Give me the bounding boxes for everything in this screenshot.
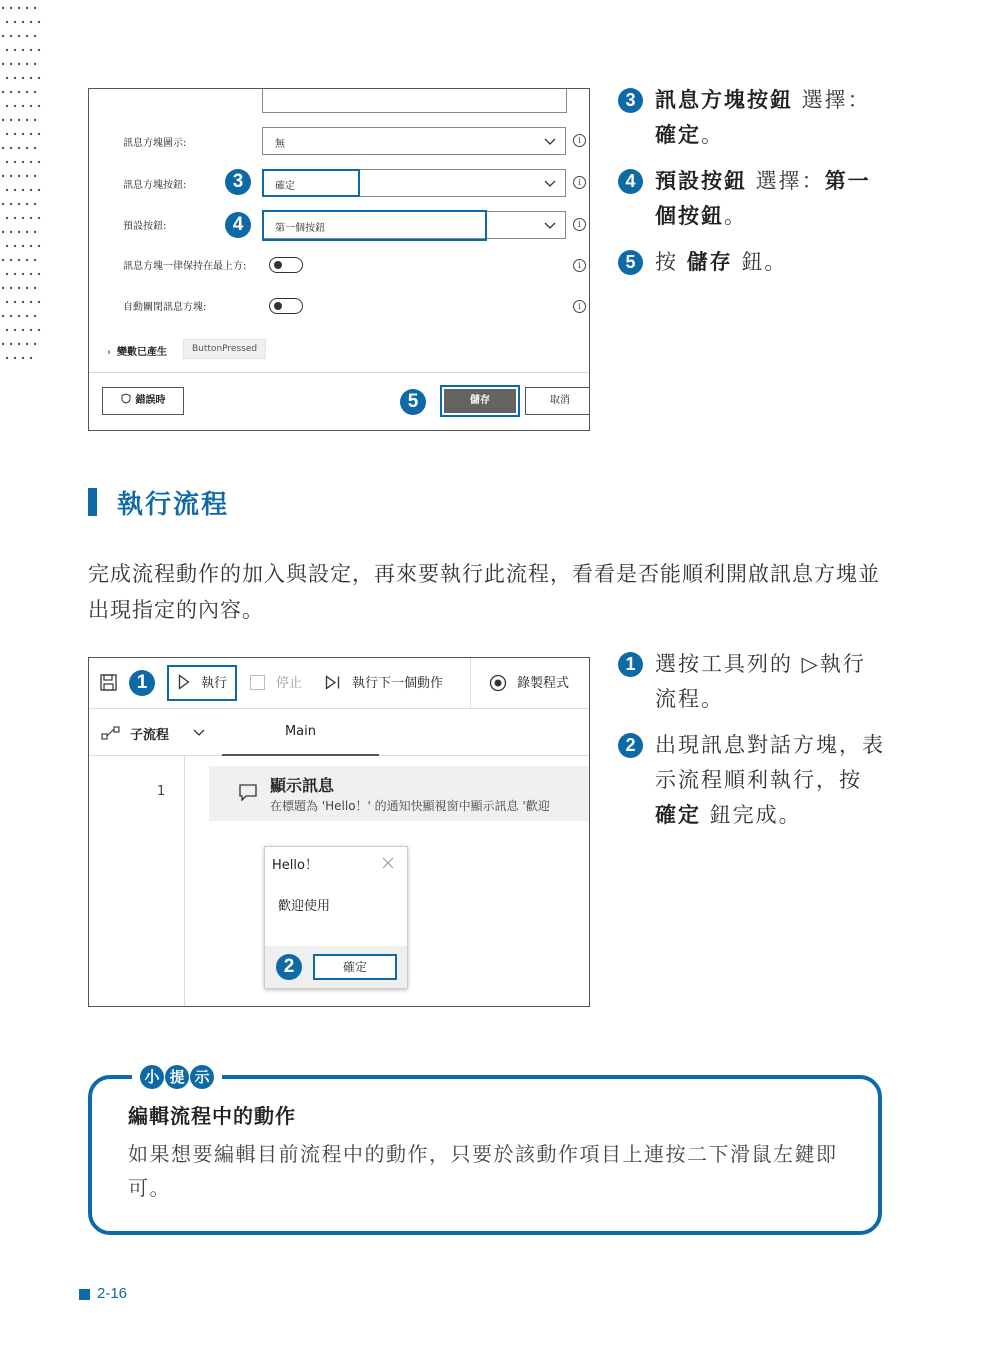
step-2-pre: 出現訊息對話方塊，表示流程順利執行，按	[655, 733, 885, 792]
chevron-down-icon	[543, 176, 557, 190]
run-flow-screenshot	[88, 657, 590, 1007]
divider	[89, 372, 589, 373]
stop-icon	[250, 675, 265, 690]
save-label: 儲存	[470, 395, 490, 406]
chevron-down-icon	[543, 218, 557, 232]
chevron-down-icon	[543, 134, 557, 148]
step-marker-3: 3	[225, 169, 251, 195]
stop-button[interactable]: 停止	[276, 676, 303, 691]
step-marker-4: 4	[225, 212, 251, 238]
tab-main[interactable]	[222, 709, 379, 756]
step-5-pre: 按	[655, 250, 687, 274]
step-number: 4	[618, 169, 643, 194]
steps-bottom	[618, 647, 888, 844]
step-3-tail: 。	[701, 123, 724, 147]
action-title: 顯示訊息	[270, 776, 335, 795]
step-marker-2: 2	[276, 954, 302, 980]
on-error-label: 錯誤時	[135, 395, 166, 406]
step-2	[618, 728, 888, 833]
line-gutter	[89, 756, 185, 1007]
section-paragraph: 完成流程動作的加入與設定，再來要執行此流程，看看是否能順利開啟訊息方塊並出現指定的內容。	[88, 562, 880, 622]
step-1-text: 選按工具列的 ▷執行流程。	[655, 652, 866, 711]
default-button-select-value: 第一個按鈕	[275, 223, 325, 234]
info-icon[interactable]: i	[573, 259, 586, 272]
steps-top	[618, 83, 888, 291]
cancel-button[interactable]: 取消	[525, 387, 590, 415]
step-marker-1: 1	[129, 670, 155, 696]
info-icon[interactable]: i	[573, 218, 586, 231]
step-marker-5: 5	[400, 389, 426, 415]
step-3-bold: 訊息方塊按鈕	[655, 88, 793, 112]
icon-select-value: 無	[275, 139, 285, 150]
tip-badge	[132, 1063, 222, 1091]
tip-badge-char: 提	[165, 1065, 189, 1089]
buttons-highlight-box	[262, 169, 360, 197]
message-icon	[238, 783, 258, 803]
default-button-highlight-box	[262, 210, 487, 241]
chevron-right-icon: ›	[107, 347, 111, 358]
step-4-text: 選擇：	[747, 169, 825, 193]
tip-title: 編輯流程中的動作	[128, 1104, 296, 1128]
step-number: 5	[618, 250, 643, 275]
action-description: 在標題為 'Hello！' 的通知快顯視窗中顯示訊息 '歡迎	[270, 799, 550, 813]
step-5-bold: 儲存	[686, 250, 733, 274]
step-3-bold2: 確定	[655, 123, 701, 147]
display-message-action[interactable]	[209, 766, 590, 821]
toolbar	[89, 658, 589, 709]
close-icon[interactable]	[382, 857, 394, 869]
decorative-dot-pattern	[0, 0, 50, 370]
subflows-dropdown[interactable]: 子流程	[130, 728, 170, 743]
variables-produced-expander[interactable]	[107, 343, 167, 358]
tip-badge-char: 小	[140, 1065, 164, 1089]
page-number-marker	[79, 1289, 90, 1300]
save-icon[interactable]	[100, 674, 117, 691]
dialog-title: Hello！	[272, 858, 318, 873]
step-4-bold2: 第一個按鈕	[655, 169, 871, 228]
subflow-icon	[101, 725, 121, 741]
step-2-bold: 確定	[655, 803, 701, 827]
step-4-tail: 。	[724, 204, 747, 228]
step-3-text: 選擇：	[793, 88, 871, 112]
step-number: 2	[618, 733, 643, 758]
variable-chip[interactable]: ButtonPressed	[183, 339, 266, 359]
section-marker	[88, 488, 97, 516]
step-4	[618, 164, 888, 234]
dialog-message: 歡迎使用	[278, 899, 331, 914]
tip-badge-char: 示	[190, 1065, 214, 1089]
buttons-select-value: 確定	[275, 181, 295, 192]
icon-select[interactable]	[262, 127, 566, 155]
info-icon[interactable]: i	[573, 300, 586, 313]
shield-icon	[121, 393, 131, 404]
chevron-down-icon[interactable]	[192, 727, 206, 739]
run-button[interactable]: 執行	[201, 676, 228, 691]
default-button-field-label: 預設按鈕:	[123, 221, 167, 232]
step-2-text: 鈕完成。	[701, 803, 802, 827]
step-4-bold: 預設按鈕	[655, 169, 747, 193]
message-dialog	[264, 846, 408, 989]
step-5	[618, 245, 888, 280]
always-on-top-toggle[interactable]	[269, 257, 303, 273]
always-on-top-label: 訊息方塊一律保持在最上方:	[123, 261, 247, 272]
step-next-icon	[325, 675, 341, 690]
tip-body: 如果想要編輯目前流程中的動作，只要於該動作項目上連按二下滑鼠左鍵即可。	[128, 1142, 838, 1200]
recorder-button[interactable]: 錄製程式	[517, 676, 570, 691]
top-input-field[interactable]	[262, 88, 567, 113]
step-number: 3	[618, 88, 643, 113]
save-button[interactable]	[444, 389, 516, 413]
step-number: 1	[618, 652, 643, 677]
buttons-field-label: 訊息方塊按鈕:	[123, 180, 187, 191]
toolbar-separator	[470, 658, 471, 709]
info-icon[interactable]: i	[573, 176, 586, 189]
variables-produced-title: 變數已產生	[117, 347, 167, 358]
run-next-action-button[interactable]: 執行下一個動作	[352, 676, 444, 691]
record-icon	[489, 674, 507, 692]
page-number: 2-16	[97, 1285, 128, 1302]
dialog-ok-button[interactable]: 確定	[313, 954, 397, 980]
info-icon[interactable]: i	[573, 134, 586, 147]
dialog-footer	[265, 946, 407, 988]
line-number: 1	[157, 784, 166, 799]
section-title: 執行流程	[117, 490, 230, 520]
message-box-settings-screenshot	[88, 88, 590, 431]
step-5-text: 鈕。	[732, 250, 788, 274]
auto-close-toggle[interactable]	[269, 298, 303, 314]
auto-close-label: 自動關閉訊息方塊:	[123, 302, 207, 313]
play-icon	[178, 674, 190, 690]
flow-tabs	[89, 709, 589, 756]
step-3	[618, 83, 888, 153]
icon-field-label: 訊息方塊圖示:	[123, 138, 187, 149]
tab-main-label: Main	[284, 724, 317, 739]
step-1	[618, 647, 888, 717]
on-error-button[interactable]	[102, 387, 184, 415]
